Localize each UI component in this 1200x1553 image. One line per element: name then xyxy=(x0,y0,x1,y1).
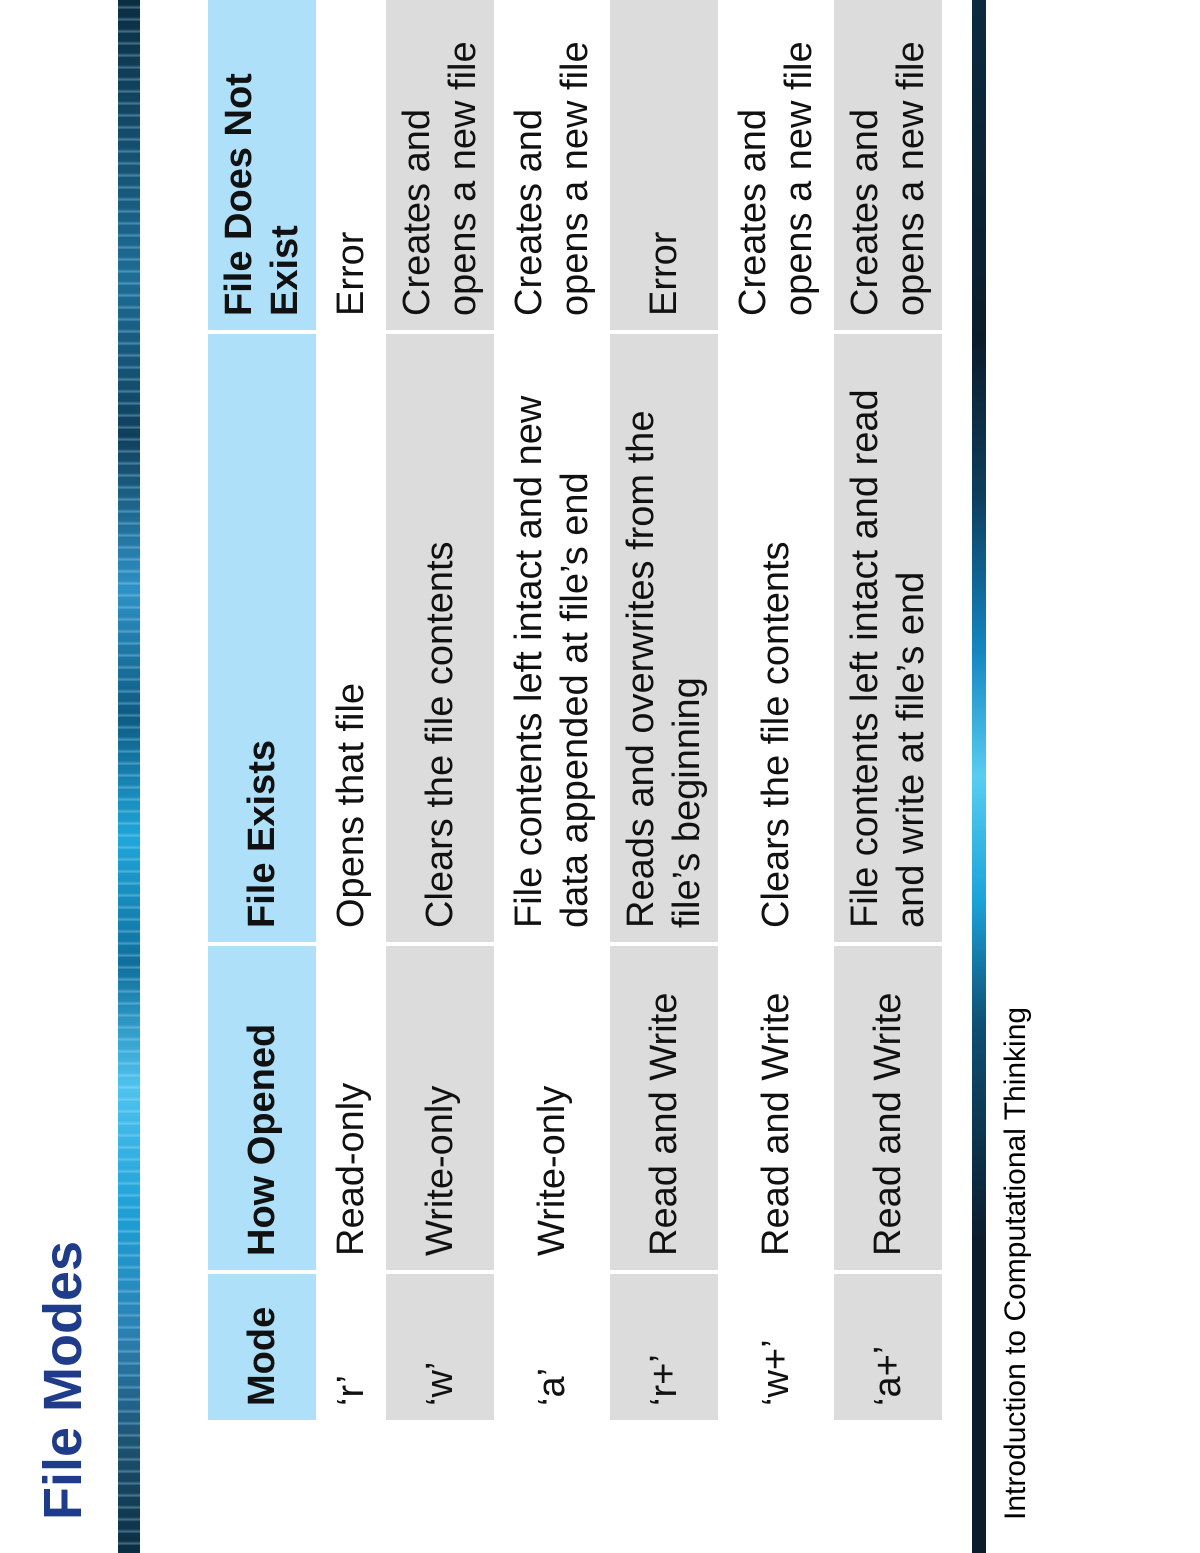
cell-file-does-not-exist: Creates and opens a new file xyxy=(834,0,946,330)
cell-how-opened: Read-only xyxy=(320,942,386,1270)
table-row xyxy=(498,0,610,1420)
cell-file-exists: Clears the file contents xyxy=(722,330,834,942)
slide-footer: Introduction to Computational Thinking xyxy=(999,1006,1032,1520)
cell-how-opened: Read and Write xyxy=(834,942,946,1270)
cell-file-does-not-exist: Creates and opens a new file xyxy=(722,0,834,330)
file-modes-table xyxy=(208,0,946,1420)
cell-file-does-not-exist: Error xyxy=(320,0,386,330)
cell-how-opened: Read and Write xyxy=(722,942,834,1270)
table-row xyxy=(320,0,386,1420)
cell-file-exists: Clears the file contents xyxy=(386,330,498,942)
cell-how-opened: Read and Write xyxy=(610,942,722,1270)
cell-mode: ‘w+’ xyxy=(722,1270,834,1420)
header-file-exists: File Exists xyxy=(208,330,320,942)
cell-how-opened: Write-only xyxy=(498,942,610,1270)
cell-mode: ‘w’ xyxy=(386,1270,498,1420)
header-file-does-not-exist: File Does Not Exist xyxy=(208,0,320,330)
cell-how-opened: Write-only xyxy=(386,942,498,1270)
table-header-row xyxy=(208,0,320,1420)
table-row xyxy=(386,0,498,1420)
cell-file-exists: Opens that file xyxy=(320,330,386,942)
header-how-opened: How Opened xyxy=(208,942,320,1270)
cell-file-does-not-exist: Creates and opens a new file xyxy=(498,0,610,330)
table-row xyxy=(610,0,722,1420)
cell-file-exists: Reads and overwrites from the file’s beginning xyxy=(610,330,722,942)
table-row xyxy=(834,0,946,1420)
decorative-band-bottom xyxy=(972,0,986,1553)
cell-file-exists: File contents left intact and new data appended at file’s end xyxy=(498,330,610,942)
cell-mode: ‘a’ xyxy=(498,1270,610,1420)
table-row xyxy=(722,0,834,1420)
binary-pattern xyxy=(118,0,140,1553)
cell-mode: ‘a+’ xyxy=(834,1270,946,1420)
slide-title: File Modes xyxy=(33,1240,93,1520)
cell-mode: ‘r+’ xyxy=(610,1270,722,1420)
cell-file-exists: File contents left intact and read and write at file’s end xyxy=(834,330,946,942)
decorative-band-top xyxy=(118,0,140,1553)
cell-mode: ‘r’ xyxy=(320,1270,386,1420)
header-mode: Mode xyxy=(208,1270,320,1420)
cell-file-does-not-exist: Error xyxy=(610,0,722,330)
cell-file-does-not-exist: Creates and opens a new file xyxy=(386,0,498,330)
